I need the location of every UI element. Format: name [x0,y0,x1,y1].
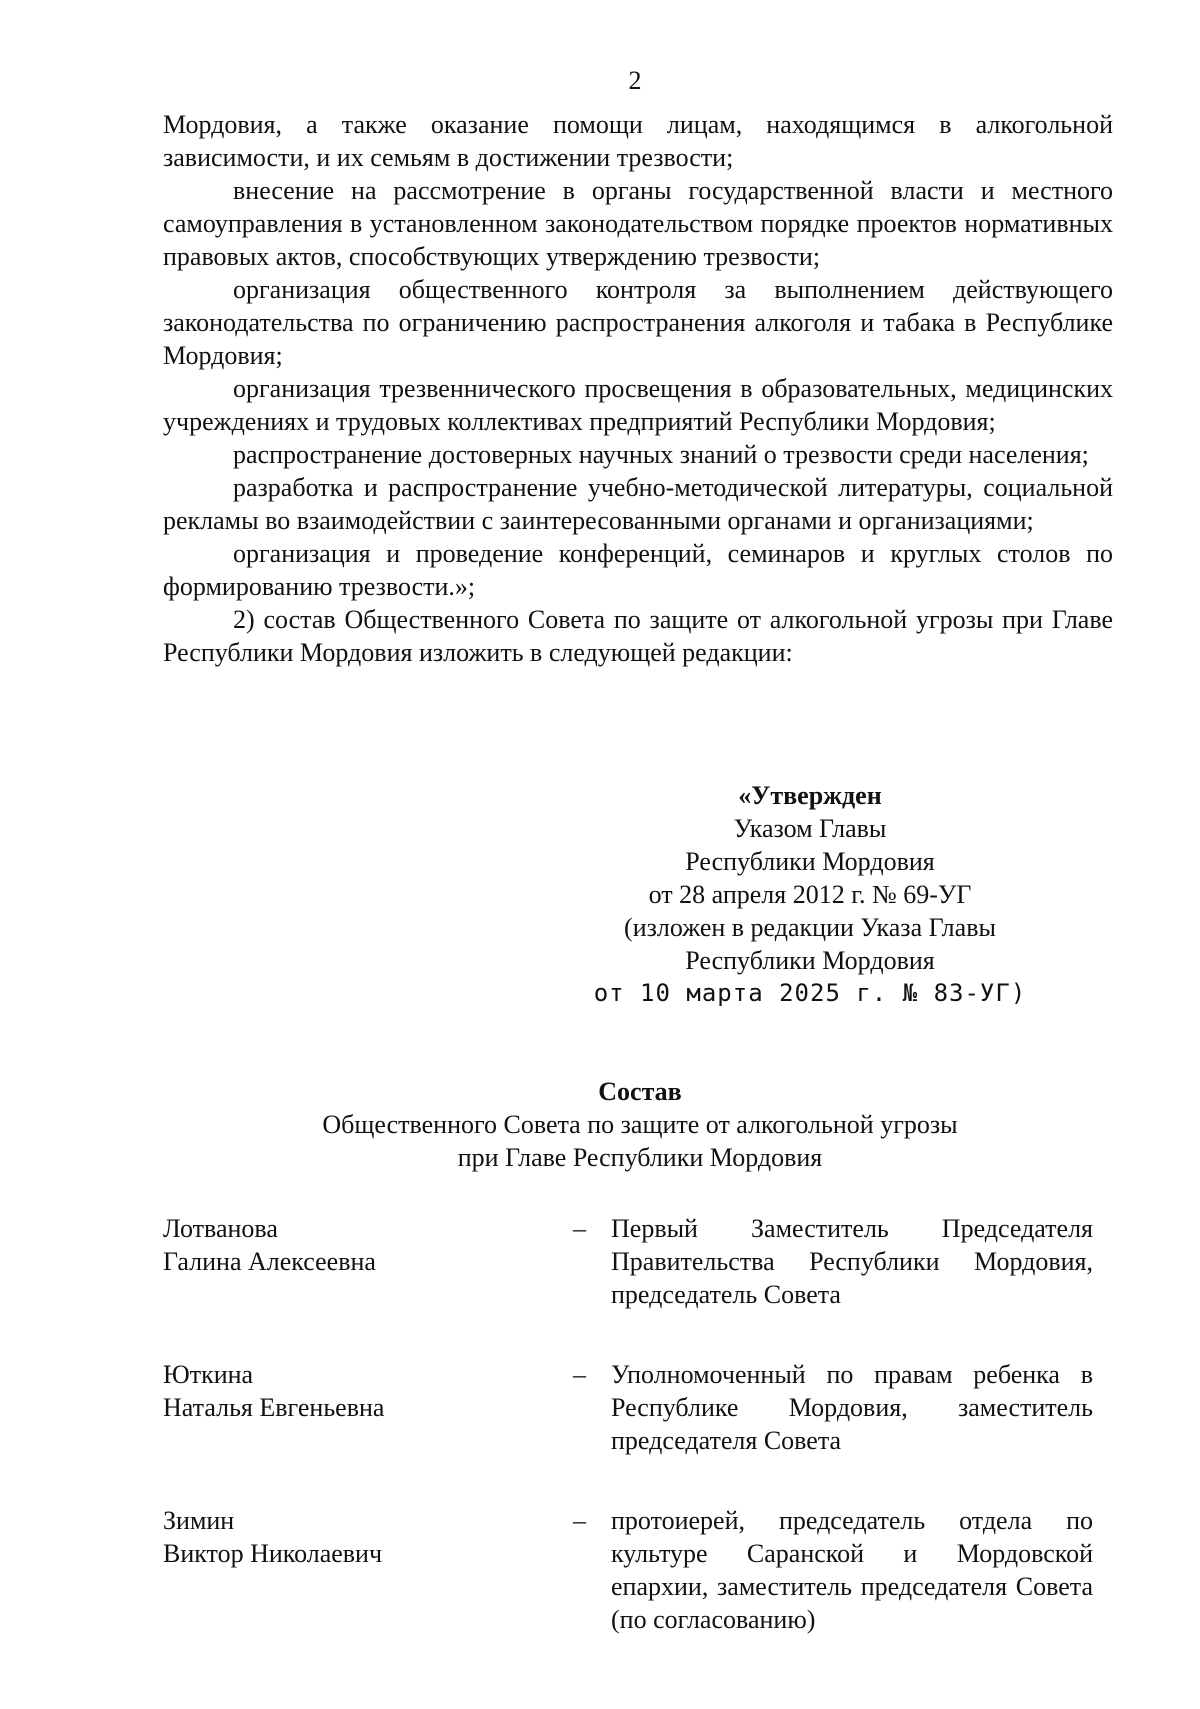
approval-stamp [590,779,1030,1010]
member-role: Уполномоченный по правам ребенка в Республике Мордовия, заместитель председателя Совета [611,1360,1093,1455]
approval-date-line: от 10 марта 2025 г. № 83-УГ) [593,979,1027,1007]
dash-separator: – [573,1506,586,1535]
paragraph: организация трезвеннического просвещения в образовательных, медицинских учреждениях и трудовых коллективах предприятий Республики Мордовия; [163,374,1113,436]
member-given-name: Виктор Николаевич [163,1539,383,1568]
paragraph: внесение на рассмотрение в органы государственной власти и местного самоуправления в установленном законодательством порядке проектов нормативных правовых актов, способствующих утверждению трезвости; [163,176,1113,271]
composition-subtitle: при Главе Республики Мордовия [457,1143,823,1172]
dash-separator: – [573,1214,586,1243]
body-text [163,108,1113,669]
paragraph: распространение достоверных научных знаний о трезвости среди населения; [233,440,1089,469]
approval-line: Республики Мордовия [685,847,935,876]
paragraph: Мордовия, а также оказание помощи лицам, находящимся в алкогольной зависимости, и их семьям в достижении трезвости; [163,110,1113,172]
paragraph: организация и проведение конференций, семинаров и круглых столов по формированию трезвости.»; [163,539,1113,601]
paragraph: организация общественного контроля за выполнением действующего законодательства по ограничению распространения алкоголя и табака в Республике Мордовия; [163,275,1113,370]
member-surname: Юткина [163,1360,254,1389]
approval-line: Республики Мордовия [685,946,935,975]
dash-separator: – [573,1360,586,1389]
member-given-name: Наталья Евгеньевна [163,1393,385,1422]
member-name [163,1358,573,1457]
approval-line: от 28 апреля 2012 г. № 69-УГ [648,880,972,909]
composition-subtitle: Общественного Совета по защите от алкогольной угрозы [322,1110,958,1139]
composition-header [0,1075,1200,1174]
member-given-name: Галина Алексеевна [163,1247,376,1276]
list-item [163,1504,1093,1636]
member-name [163,1504,573,1636]
approval-line: (изложен в редакции Указа Главы [624,913,996,942]
member-name [163,1212,573,1311]
page-number: 2 [628,66,642,95]
members-list [163,1212,1093,1683]
list-item [163,1212,1093,1311]
approval-line: Указом Главы [733,814,887,843]
approval-heading: «Утвержден [738,781,882,810]
member-surname: Зимин [163,1506,235,1535]
member-role: протоиерей, председатель отдела по культуре Саранской и Мордовской епархии, заместитель председателя Совета (по согласованию) [611,1506,1093,1634]
member-role: Первый Заместитель Председателя Правительства Республики Мордовия, председатель Совета [611,1214,1093,1309]
composition-title: Состав [598,1077,682,1106]
paragraph: разработка и распространение учебно-методической литературы, социальной рекламы во взаимодействии с заинтересованными органами и организациями; [163,473,1113,535]
member-surname: Лотванова [163,1214,278,1243]
list-item [163,1358,1093,1457]
paragraph: 2) состав Общественного Совета по защите от алкогольной угрозы при Главе Республики Мордовия изложить в следующей редакции: [163,605,1113,667]
